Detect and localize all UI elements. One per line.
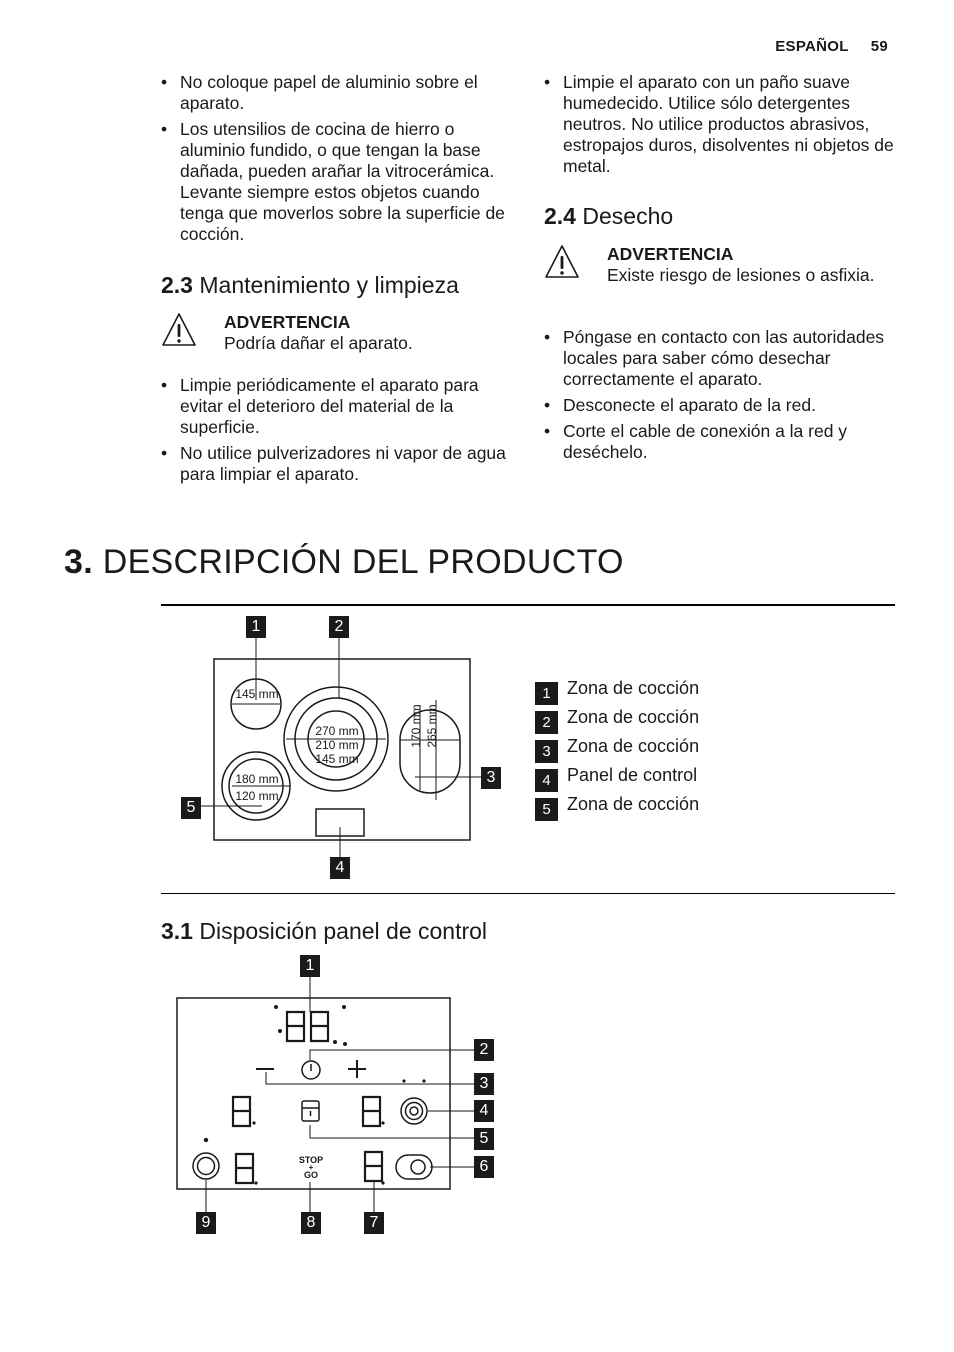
list-item: • Limpie periódicamente el aparato para evitar el deterioro del material de la superficie. <box>161 375 511 438</box>
list-item: • Limpie el aparato con un paño suave humedecido. Utilice sólo detergentes neutros. No utilice productos abrasivos, estropajos duros, disolventes ni objetos de metal. <box>544 72 894 177</box>
chapter-title: 3. DESCRIPCIÓN DEL PRODUCTO <box>64 543 624 581</box>
stop-go-icon <box>299 1155 323 1180</box>
warning-heading: ADVERTENCIA <box>224 312 351 332</box>
section-heading-3-1: 3.1 Disposición panel de control <box>161 918 488 944</box>
callout-label: 6 <box>474 1156 494 1178</box>
warning-heading: ADVERTENCIA <box>607 244 734 264</box>
dual-zone-icon <box>401 1098 427 1124</box>
page-number: 59 <box>870 38 888 55</box>
svg-text:GO: GO <box>303 1170 319 1180</box>
section-heading-2-3: 2.3 Mantenimiento y limpieza <box>161 272 459 298</box>
dim-zone2-middle: 210 mm <box>315 738 359 752</box>
oval-zone-icon <box>396 1155 432 1179</box>
callout-label: 5 <box>474 1128 494 1150</box>
timer-icon <box>302 1061 320 1079</box>
dim-zone3-inner: 170 mm <box>409 704 423 748</box>
callout-label: 7 <box>364 1212 384 1234</box>
zone-display-left <box>233 1097 250 1126</box>
callout-label: 5 <box>181 797 201 819</box>
list-item: • No coloque papel de aluminio sobre el aparato. <box>161 72 511 114</box>
svg-text:+: + <box>308 1163 314 1172</box>
callout-label: 3 <box>474 1073 494 1095</box>
zone-display-bottom-left <box>236 1154 253 1183</box>
header-language: ESPAÑOL <box>775 38 849 55</box>
callout-label: 4 <box>474 1100 494 1122</box>
dim-zone5-inner: 120 mm <box>235 789 279 803</box>
plus-icon <box>348 1060 366 1078</box>
zone-display-right <box>363 1097 380 1126</box>
callout-label: 3 <box>481 767 501 789</box>
dim-zone3-outer: 265 mm <box>425 704 439 748</box>
callout-label: 2 <box>474 1039 494 1061</box>
list-item: • Corte el cable de conexión a la red y deséchelo. <box>544 421 894 463</box>
dim-zone5-outer: 180 mm <box>235 772 279 786</box>
dim-zone2-inner: 145 mm <box>315 752 359 766</box>
zone-select-icon <box>193 1153 219 1179</box>
list-item: • Desconecte el aparato de la red. <box>544 395 894 416</box>
svg-text:STOP: STOP <box>298 1155 324 1165</box>
warning-text: Existe riesgo de lesiones o asfixia. <box>607 265 875 285</box>
list-item: • Póngase en contacto con las autoridades locales para saber cómo desechar correctamente el aparato. <box>544 327 894 390</box>
section-heading-2-4: 2.4 Desecho <box>544 203 674 229</box>
timer-display <box>287 1012 328 1041</box>
dim-zone1: 145 mm <box>235 687 279 701</box>
warning-text: Podría dañar el aparato. <box>224 333 413 353</box>
zone-display-bottom-right <box>365 1152 382 1181</box>
callout-label: 9 <box>196 1212 216 1234</box>
list-item: • Los utensilios de cocina de hierro o aluminio fundido, o que tengan la base dañada, pueden arañar la vitrocerámica. Levante siempre estos objetos cuando tenga que moverlos sobre la superficie de cocción. <box>161 119 511 245</box>
callout-label: 4 <box>330 857 350 879</box>
callout-label: 2 <box>329 616 349 638</box>
list-item: • No utilice pulverizadores ni vapor de agua para limpiar el aparato. <box>161 443 511 485</box>
dim-zone2-outer: 270 mm <box>315 724 359 738</box>
lock-icon <box>302 1101 319 1121</box>
callout-label: 1 <box>246 616 266 638</box>
callout-label: 1 <box>300 955 320 977</box>
callout-label: 8 <box>301 1212 321 1234</box>
